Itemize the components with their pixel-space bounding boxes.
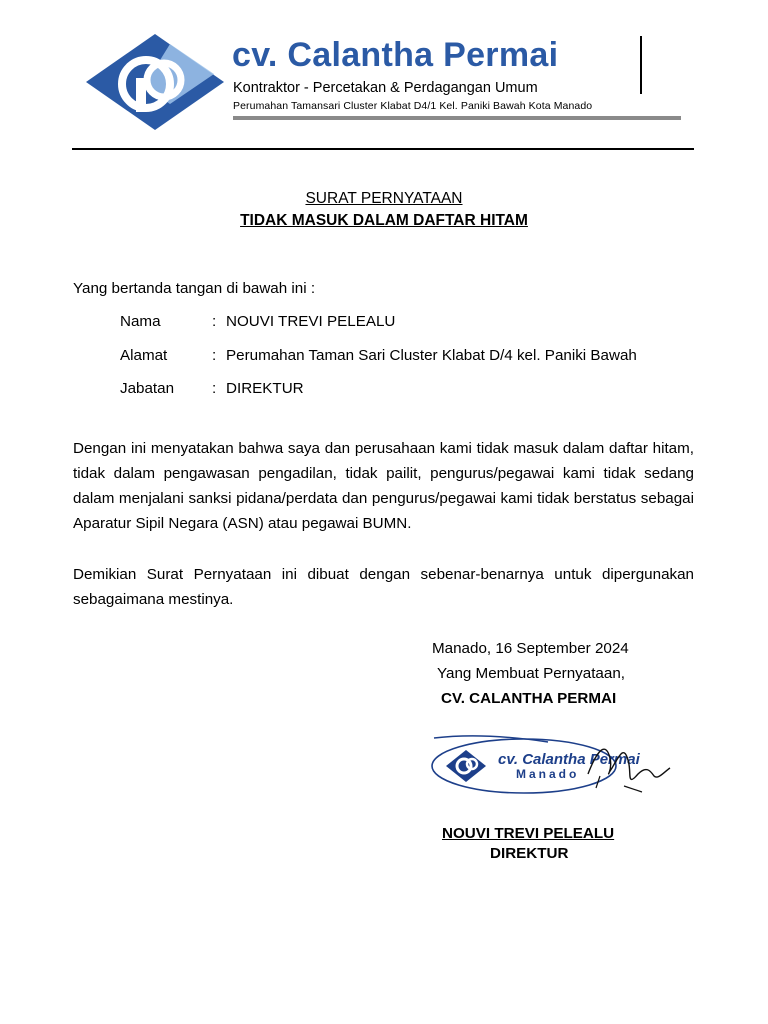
address-underline xyxy=(233,116,681,120)
field-value-address: Perumahan Taman Sari Cluster Klabat D/4 kel. Paniki Bawah xyxy=(226,347,637,364)
company-stamp-signature xyxy=(428,728,693,800)
signature-role: Yang Membuat Pernyataan, xyxy=(437,665,625,682)
company-address: Perumahan Tamansari Cluster Klabat D4/1 Kel. Paniki Bawah Kota Manado xyxy=(233,100,593,112)
field-label-name: Nama xyxy=(120,313,161,330)
document-subtitle: TIDAK MASUK DALAM DAFTAR HITAM xyxy=(240,212,528,229)
field-label-position: Jabatan xyxy=(120,380,175,397)
signer-name: NOUVI TREVI PELEALU xyxy=(442,825,615,842)
company-logo xyxy=(84,32,226,132)
intro-text: Yang bertanda tangan di bawah ini : xyxy=(73,280,316,297)
field-separator: : xyxy=(212,380,217,397)
company-name: cv. Calantha Permai xyxy=(232,36,559,74)
field-value-position: DIREKTUR xyxy=(226,380,304,397)
letterhead-divider xyxy=(640,36,642,94)
stamp-city: Manado xyxy=(516,767,580,781)
statement-paragraph: Dengan ini menyatakan bahwa saya dan perusahaan kami tidak masuk dalam daftar hitam, tidak dalam pengawasan pengadilan, tidak pailit, pengurus/pegawai kami tidak sedang dalam menjalani sanksi pidana/perdata dan pengurus/pegawai kami tidak berstatus sebagai Aparatur Sipil Negara (ASN) atau pegawai BUMN. xyxy=(73,440,694,532)
document-title: SURAT PERNYATAAN xyxy=(305,190,463,207)
signer-title: DIREKTUR xyxy=(490,845,569,862)
closing-paragraph: Demikian Surat Pernyataan ini dibuat dengan sebenar-benarnya untuk dipergunakan sebagaimana mestinya. xyxy=(73,566,694,608)
header-rule xyxy=(72,148,694,150)
field-value-name: NOUVI TREVI PELEALU xyxy=(226,313,396,330)
stamp-company-name: cv. Calantha Permai xyxy=(498,751,640,768)
field-label-address: Alamat xyxy=(120,347,168,364)
signature-company: CV. CALANTHA PERMAI xyxy=(441,690,617,707)
signature-place-date: Manado, 16 September 2024 xyxy=(432,640,629,657)
field-separator: : xyxy=(212,347,217,364)
company-tagline: Kontraktor - Percetakan & Perdagangan Umum xyxy=(233,80,538,96)
field-separator: : xyxy=(212,313,217,330)
